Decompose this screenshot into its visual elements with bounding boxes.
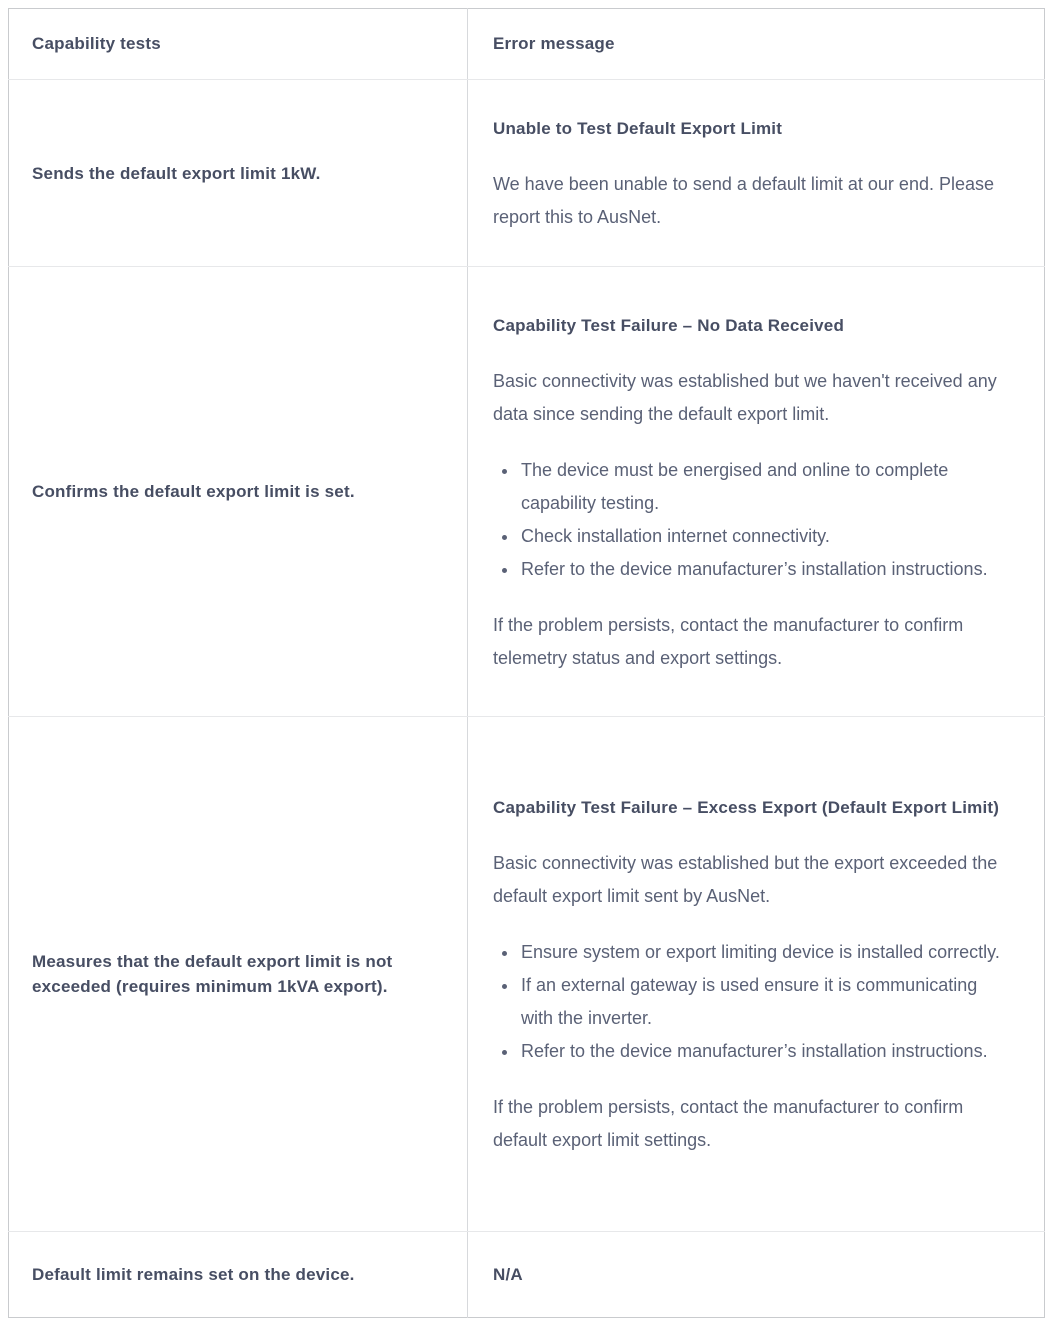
error-title: N/A [493,1265,523,1284]
error-outro: If the problem persists, contact the manufacturer to confirm default export limit settings. [493,1097,964,1150]
table-row [9,717,1045,1232]
capability-test-text: Default limit remains set on the device. [32,1265,355,1284]
error-intro: Basic connectivity was established but the export exceeded the default export limit sent by AusNet. [493,853,998,906]
table-row [9,80,1045,267]
capability-test-text: Measures that the default export limit is not exceeded (requires minimum 1kVA export). [32,952,393,996]
error-message-cell [468,80,1045,267]
header-row [9,9,1045,80]
error-message-cell [468,1232,1045,1318]
error-outro: If the problem persists, contact the manufacturer to confirm telemetry status and export settings. [493,614,964,668]
error-bullet: • Check installation internet connectivity. [519,520,1004,553]
error-bullet-list [493,454,1004,586]
column-header-capability-tests: Capability tests [9,9,468,80]
capability-test-cell [9,80,468,267]
error-intro: We have been unable to send a default limit at our end. Please report this to AusNet. [493,174,995,227]
error-bullet: • The device must be energised and online to complete capability testing. [519,454,1004,520]
capability-test-text: Confirms the default export limit is set. [32,482,355,501]
capability-test-cell [9,267,468,717]
capability-test-cell [9,1232,468,1318]
capability-tests-table [8,8,1045,1318]
table-body [9,80,1045,1318]
capability-test-text: Sends the default export limit 1kW. [32,163,321,183]
error-message-cell [468,717,1045,1232]
error-title: Unable to Test Default Export Limit [493,119,783,138]
column-header-error-message: Error message [468,9,1045,80]
error-bullet: • If an external gateway is used ensure it is communicating with the inverter. [519,969,1004,1035]
error-bullet: • Ensure system or export limiting device is installed correctly. [519,936,1004,969]
error-title: Capability Test Failure – No Data Received [493,315,845,335]
error-bullet: • Refer to the device manufacturer’s installation instructions. [519,553,1004,586]
table-header [9,9,1045,80]
error-bullet-list [493,936,1004,1068]
capability-test-cell [9,717,468,1232]
error-intro: Basic connectivity was established but we haven't received any data since sending the default export limit. [493,370,997,424]
error-message-cell [468,267,1045,717]
table-row [9,267,1045,717]
table-row [9,1232,1045,1318]
capability-tests-section [8,8,1044,1318]
error-title: Capability Test Failure – Excess Export (Default Export Limit) [493,798,1000,817]
error-bullet: • Refer to the device manufacturer’s installation instructions. [519,1035,1004,1068]
